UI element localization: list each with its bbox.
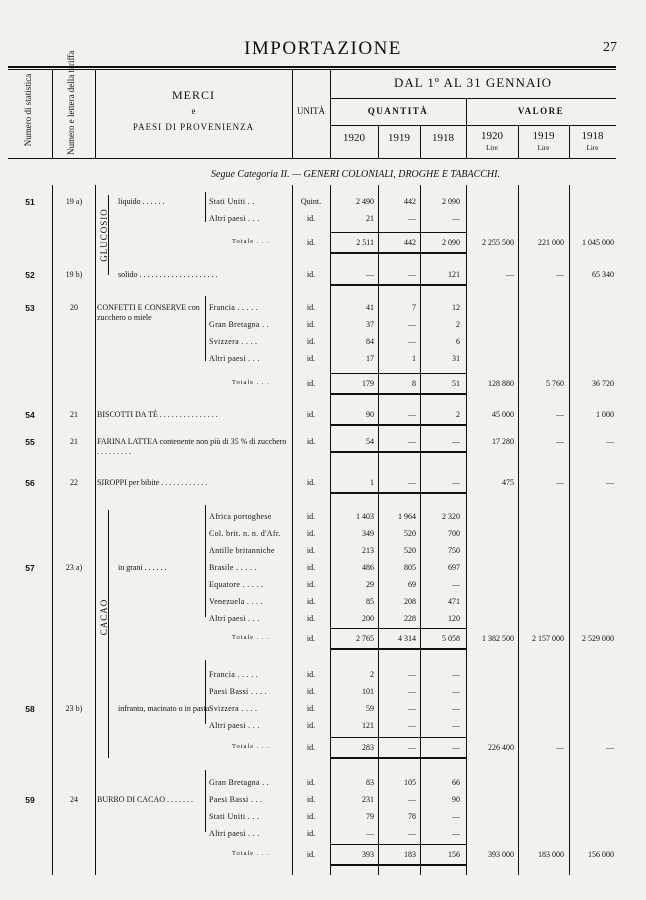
unit-value: id. (306, 337, 316, 346)
stat-number: 52 (25, 270, 35, 280)
paese-label: Gran Bretagna . . (209, 320, 269, 329)
year-q-1918: 1918 (432, 132, 454, 144)
value-1919: — (556, 478, 564, 487)
qty-1920: 84 (366, 337, 374, 346)
paese-label: Altri paesi . . . (209, 614, 260, 623)
value-1920: 2 255 500 (482, 238, 514, 247)
value-1918: — (606, 743, 614, 752)
value-1918: 1 000 (596, 410, 614, 419)
qty-1919: 7 (412, 303, 416, 312)
qty-1918: 5 058 (442, 634, 460, 643)
body-divider (518, 185, 519, 875)
paese-label: Gran Bretagna . . (209, 778, 269, 787)
unit-value: id. (306, 778, 316, 787)
value-1920: — (506, 270, 514, 279)
qty-1920: 83 (366, 778, 374, 787)
qty-1918: 700 (448, 529, 460, 538)
body-divider (52, 185, 53, 875)
qty-1920: 79 (366, 812, 374, 821)
unit-value: id. (306, 529, 316, 538)
category-heading: Segue Categoria II. — GENERI COLONIALI, DROGHE E TABACCHI. (211, 169, 500, 180)
qty-1920: 200 (362, 614, 374, 623)
col-header-e: e (191, 106, 196, 116)
stat-number: 56 (25, 478, 35, 488)
qty-1918: 2 090 (442, 238, 460, 247)
qty-1918: 12 (452, 303, 460, 312)
merce-label: in grani . . . . . . (118, 563, 167, 572)
qty-1920: 349 (362, 529, 374, 538)
qty-1919: 183 (404, 850, 416, 859)
year-v-1920: 1920 (481, 130, 503, 142)
qty-1919: 805 (404, 563, 416, 572)
value-1918: 36 720 (592, 379, 614, 388)
qty-1920: 2 490 (356, 197, 374, 206)
col-header-quantita: QUANTITÀ (367, 106, 429, 116)
col-header-unita: UNITÀ (297, 106, 325, 116)
unit-value: id. (306, 512, 316, 521)
merce-label: liquido . . . . . . (118, 197, 165, 206)
row-brace (205, 505, 206, 617)
qty-1920: 231 (362, 795, 374, 804)
qty-1918: 697 (448, 563, 460, 572)
qty-1920: 37 (366, 320, 374, 329)
qty-1919: 520 (404, 529, 416, 538)
tariff-number: 22 (70, 478, 78, 487)
qty-1919: — (408, 320, 416, 329)
unit-value: id. (306, 795, 316, 804)
tariff-number: 24 (70, 795, 78, 804)
qty-1920: 2 765 (356, 634, 374, 643)
col-header-period: DAL 1º AL 31 GENNAIO (393, 75, 553, 90)
qty-1919: — (408, 670, 416, 679)
qty-1919: 228 (404, 614, 416, 623)
qty-1919: 442 (404, 238, 416, 247)
paese-label: Altri paesi . . . (209, 354, 260, 363)
section-rule (330, 393, 466, 395)
paese-label: Totale . . . (232, 379, 270, 386)
unit-value: id. (306, 721, 316, 730)
tariff-number: 20 (70, 303, 78, 312)
qty-1920: 1 403 (356, 512, 374, 521)
header-divider (52, 69, 53, 158)
qty-1920: 21 (366, 214, 374, 223)
header-bottom-rule (8, 158, 616, 159)
qty-1919: — (408, 270, 416, 279)
qty-1918: 120 (448, 614, 460, 623)
qty-1918: 66 (452, 778, 460, 787)
section-rule (330, 757, 466, 759)
value-1920: 393 000 (488, 850, 514, 859)
unit-value: id. (306, 743, 316, 752)
qty-1918: 51 (452, 379, 460, 388)
qty-1918: — (452, 214, 460, 223)
qty-1918: — (452, 721, 460, 730)
qty-1920: 2 (370, 670, 374, 679)
paese-label: Venezuela . . . . (209, 597, 263, 606)
qty-1918: 90 (452, 795, 460, 804)
col-header-merci: MERCI (171, 88, 215, 102)
paese-label: Altri paesi . . . (209, 829, 260, 838)
value-1920: 17 280 (492, 437, 514, 446)
value-1918: — (606, 478, 614, 487)
body-divider (95, 185, 96, 875)
qty-1918: 2 (456, 320, 460, 329)
qty-1918: 31 (452, 354, 460, 363)
year-q-1919: 1919 (388, 132, 410, 144)
total-rule (330, 373, 466, 374)
value-1919: — (556, 270, 564, 279)
value-1919: 221 000 (538, 238, 564, 247)
stat-number: 55 (25, 437, 35, 447)
paese-label: Altri paesi . . . (209, 214, 260, 223)
merce-label: BURRO DI CACAO . . . . . . . (97, 795, 194, 804)
stat-number: 58 (25, 704, 35, 714)
qty-1918: 471 (448, 597, 460, 606)
qty-1919: — (408, 437, 416, 446)
qty-1919: — (408, 478, 416, 487)
qty-1919: 78 (408, 812, 416, 821)
paese-label: Totale . . . (232, 743, 270, 750)
merce-label: BISCOTTI DA TÈ . . . . . . . . . . . . . . . (97, 410, 218, 419)
qty-1920: — (366, 829, 374, 838)
qty-1919: 1 964 (398, 512, 416, 521)
total-rule (330, 844, 466, 845)
qty-1920: 29 (366, 580, 374, 589)
qty-1919: — (408, 795, 416, 804)
unit-value: id. (306, 546, 316, 555)
paese-label: Stati Uniti . . . (209, 812, 260, 821)
qty-1920: 213 (362, 546, 374, 555)
unit-value: id. (306, 354, 316, 363)
qty-1920: 85 (366, 597, 374, 606)
paese-label: Paesi Bassi . . . . (209, 687, 267, 696)
qty-1920: 393 (362, 850, 374, 859)
total-rule (330, 628, 466, 629)
qty-1920: 2 511 (356, 238, 374, 247)
qty-1919: 208 (404, 597, 416, 606)
tariff-number: 21 (70, 437, 78, 446)
qty-1918: 2 (456, 410, 460, 419)
unit-value: id. (306, 320, 316, 329)
qty-1920: 90 (366, 410, 374, 419)
qty-1918: 121 (448, 270, 460, 279)
qty-1918: 6 (456, 337, 460, 346)
paese-label: Africa portoghese (209, 512, 272, 521)
qty-1920: 101 (362, 687, 374, 696)
page-number: 27 (603, 40, 617, 55)
unit-value: id. (306, 597, 316, 606)
qty-1918: — (452, 812, 460, 821)
paese-label: Antille britanniche (209, 546, 275, 555)
unit-value: id. (306, 829, 316, 838)
unit-value: id. (306, 563, 316, 572)
col-header-valore: VALORE (517, 106, 565, 116)
year-v-1918: 1918 (581, 130, 604, 142)
value-1920: 226 400 (488, 743, 514, 752)
qty-1919: 1 (412, 354, 416, 363)
qty-1918: — (452, 743, 460, 752)
qty-1919: — (408, 743, 416, 752)
paese-label: Svizzera . . . . (209, 704, 258, 713)
value-1918: 65 340 (592, 270, 614, 279)
qty-1918: — (452, 437, 460, 446)
qty-1920: — (366, 270, 374, 279)
tariff-number: 23 b) (65, 704, 83, 713)
lire-label: Lire (486, 144, 498, 152)
lire-label: Lire (537, 144, 550, 152)
qty-1919: — (408, 829, 416, 838)
section-rule (330, 648, 466, 650)
qty-1920: 41 (366, 303, 374, 312)
tariff-number: 23 a) (65, 563, 83, 572)
tariff-number: 21 (70, 410, 78, 419)
unit-value: id. (306, 270, 316, 279)
total-rule (330, 232, 466, 233)
value-1920: 45 000 (492, 410, 514, 419)
paese-label: Brasile . . . . . (209, 563, 257, 572)
qty-1918: 750 (448, 546, 460, 555)
header-sub-rule (330, 98, 616, 99)
value-1920: 475 (502, 478, 514, 487)
value-1919: — (556, 410, 564, 419)
merce-label: solido . . . . . . . . . . . . . . . . . . . . (118, 270, 218, 279)
paese-label: Totale . . . (232, 238, 270, 245)
value-1918: 1 045 000 (582, 238, 614, 247)
qty-1920: 54 (366, 437, 374, 446)
qty-1918: — (452, 704, 460, 713)
value-1919: 5 760 (546, 379, 564, 388)
merce-label: CONFETTI E CONSERVE con zucchero o miele (97, 303, 200, 322)
header-top-rule (8, 66, 616, 68)
qty-1918: — (452, 687, 460, 696)
paese-label: Francia . . . . . (209, 670, 259, 679)
col-header-numero: Numero di statistica (23, 73, 33, 147)
stat-number: 57 (25, 563, 35, 573)
qty-1919: — (408, 214, 416, 223)
qty-1919: — (408, 337, 416, 346)
body-divider (466, 185, 467, 875)
qty-1918: 2 090 (442, 197, 460, 206)
paese-label: Paesi Bassi . . . (209, 795, 263, 804)
year-q-1920: 1920 (343, 132, 365, 144)
merce-label: FARINA LATTEA contenente non più di 35 % di zucchero . . . . . . . . . (97, 437, 287, 456)
unit-value: id. (306, 238, 316, 247)
section-rule (330, 284, 466, 286)
qty-1918: — (452, 829, 460, 838)
paese-label: Col. brit. n. n. d'Afr. (209, 529, 281, 538)
col-header-tariffa: Numero e lettera della tariffa (66, 50, 76, 155)
page-title: IMPORTAZIONE (244, 38, 402, 59)
section-rule (330, 492, 466, 494)
unit-value: id. (306, 437, 316, 446)
merce-label: infranto, macinato o in pasta (118, 704, 210, 713)
header-top-rule-2 (8, 69, 616, 70)
qty-1919: 4 314 (398, 634, 416, 643)
cacao-brace (108, 510, 109, 758)
value-1920: 1 382 500 (482, 634, 514, 643)
value-1919: — (556, 743, 564, 752)
stat-number: 53 (25, 303, 35, 313)
value-1919: 2 157 000 (532, 634, 564, 643)
qty-1919: — (408, 410, 416, 419)
header-sub-rule (330, 125, 616, 126)
value-1918: — (606, 437, 614, 446)
value-1919: — (556, 437, 564, 446)
qty-1920: 179 (362, 379, 374, 388)
qty-1920: 1 (370, 478, 374, 487)
qty-1918: — (452, 670, 460, 679)
stat-number: 59 (25, 795, 35, 805)
qty-1919: 105 (404, 778, 416, 787)
qty-1918: 2 320 (442, 512, 460, 521)
total-rule (330, 737, 466, 738)
paese-label: Equatore . . . . . (209, 580, 264, 589)
paese-label: Totale . . . (232, 850, 270, 857)
unit-value: id. (306, 670, 316, 679)
qty-1919: — (408, 721, 416, 730)
merce-label: SIROPPI per bibite . . . . . . . . . . . . (97, 478, 208, 487)
qty-1919: 69 (408, 580, 416, 589)
unit-value: id. (306, 410, 316, 419)
group-label-glucosio: GLUCOSIO (99, 208, 109, 262)
unit-value: id. (306, 303, 316, 312)
value-1919: 183 000 (538, 850, 564, 859)
value-1920: 128 880 (488, 379, 514, 388)
row-brace (205, 660, 206, 724)
qty-1918: — (452, 478, 460, 487)
body-divider (569, 185, 570, 875)
row-brace (205, 296, 206, 361)
qty-1919: — (408, 687, 416, 696)
section-rule (330, 252, 466, 254)
glucosio-brace (108, 195, 109, 275)
unit-value: id. (306, 379, 316, 388)
lire-label: Lire (586, 144, 599, 152)
unit-value: id. (306, 580, 316, 589)
qty-1919: 520 (404, 546, 416, 555)
row-brace (205, 770, 206, 832)
qty-1920: 486 (362, 563, 374, 572)
section-rule (330, 451, 466, 453)
qty-1918: 156 (448, 850, 460, 859)
stat-number: 54 (25, 410, 35, 420)
unit-value: id. (306, 478, 316, 487)
value-1918: 156 000 (588, 850, 614, 859)
paese-label: Svizzera . . . . (209, 337, 258, 346)
unit-value: id. (306, 634, 316, 643)
stat-number: 51 (25, 197, 35, 207)
paese-label: Francia . . . . . (209, 303, 259, 312)
section-rule (330, 424, 466, 426)
tariff-number: 19 b) (65, 270, 83, 279)
qty-1919: — (408, 704, 416, 713)
unit-value: id. (306, 704, 316, 713)
group-label-cacao: CACAO (99, 598, 109, 636)
qty-1919: 442 (404, 197, 416, 206)
unit-value: id. (306, 850, 316, 859)
unit-value: id. (306, 614, 316, 623)
unit-value: id. (306, 812, 316, 821)
year-v-1919: 1919 (532, 130, 555, 142)
unit-value: id. (306, 687, 316, 696)
paese-label: Stati Uniti . . (209, 197, 255, 206)
paese-label: Altri paesi . . . (209, 721, 260, 730)
value-1918: 2 529 000 (582, 634, 614, 643)
qty-1918: — (452, 580, 460, 589)
qty-1920: 283 (362, 743, 374, 752)
qty-1920: 121 (362, 721, 374, 730)
tariff-number: 19 a) (65, 197, 83, 206)
qty-1919: 8 (412, 379, 416, 388)
section-rule (330, 864, 466, 866)
qty-1920: 17 (366, 354, 374, 363)
qty-1920: 59 (366, 704, 374, 713)
paese-label: Totale . . . (232, 634, 270, 641)
col-header-paesi: PAESI DI PROVENIENZA (132, 122, 255, 132)
unit-value: Quint. (300, 197, 322, 206)
unit-value: id. (306, 214, 316, 223)
